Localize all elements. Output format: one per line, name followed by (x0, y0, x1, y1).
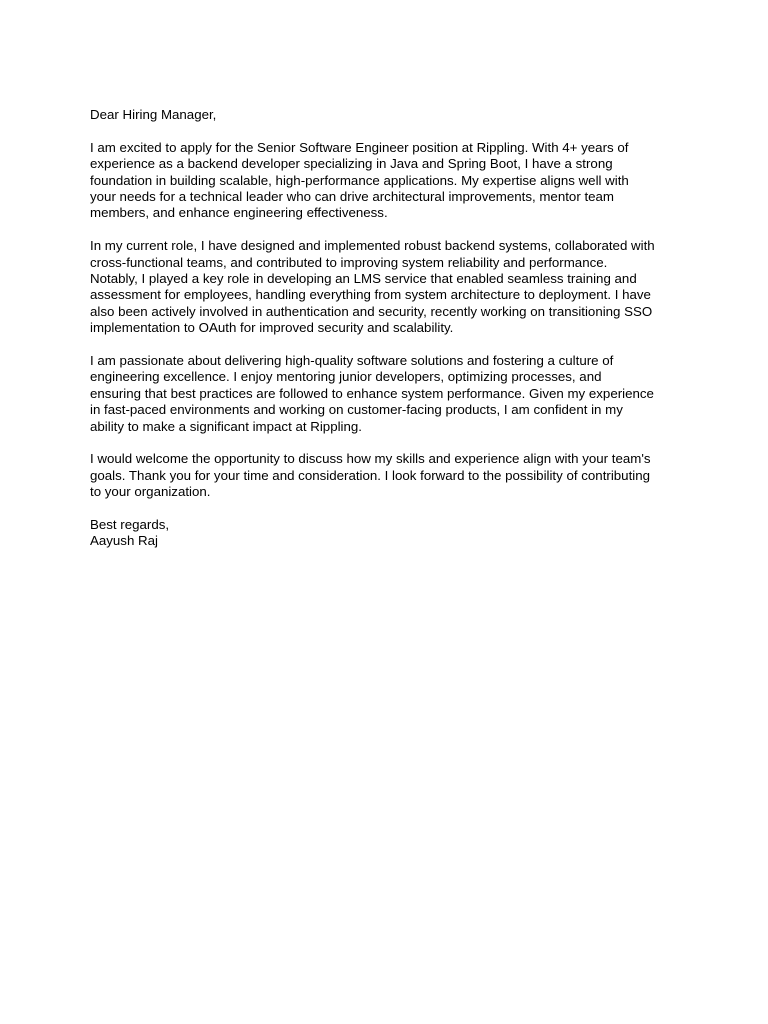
paragraph-current-role: In my current role, I have designed and implemented robust backend systems, collaborated with cross-functional teams, and contributed to improving system reliability and performance. Notably, I played a key role in developing an LMS service that enabled seamless training and assessment for employees, handling everything from system architecture to deployment. I have also been actively involved in authentication and security, recently working on transitioning SSO implementation to OAuth for improved security and scalability. (90, 238, 655, 336)
signature: Aayush Raj (90, 533, 158, 549)
paragraph-intro: I am excited to apply for the Senior Software Engineer position at Rippling. With 4+ years of experience as a backend developer specializing in Java and Spring Boot, I have a strong foundation in building scalable, high-performance applications. My expertise aligns well with your needs for a technical leader who can drive architectural improvements, mentor team members, and enhance engineering effectiveness. (90, 139, 629, 221)
paragraph-passion: I am passionate about delivering high-quality software solutions and fostering a culture of engineering excellence. I enjoy mentoring junior developers, optimizing processes, and ensuring that best practices are followed to enhance system performance. Given my experience in fast-paced environments and working on customer-facing products, I am confident in my ability to make a significant impact at Rippling. (90, 353, 654, 434)
salutation: Dear Hiring Manager, (90, 107, 217, 122)
closing-block (90, 517, 690, 550)
paragraph-conclusion: I would welcome the opportunity to discuss how my skills and experience align with your team's goals. Thank you for your time and consideration. I look forward to the possibility of contributing to your organization. (90, 451, 651, 500)
closing: Best regards, (90, 517, 170, 533)
cover-letter (90, 107, 690, 550)
